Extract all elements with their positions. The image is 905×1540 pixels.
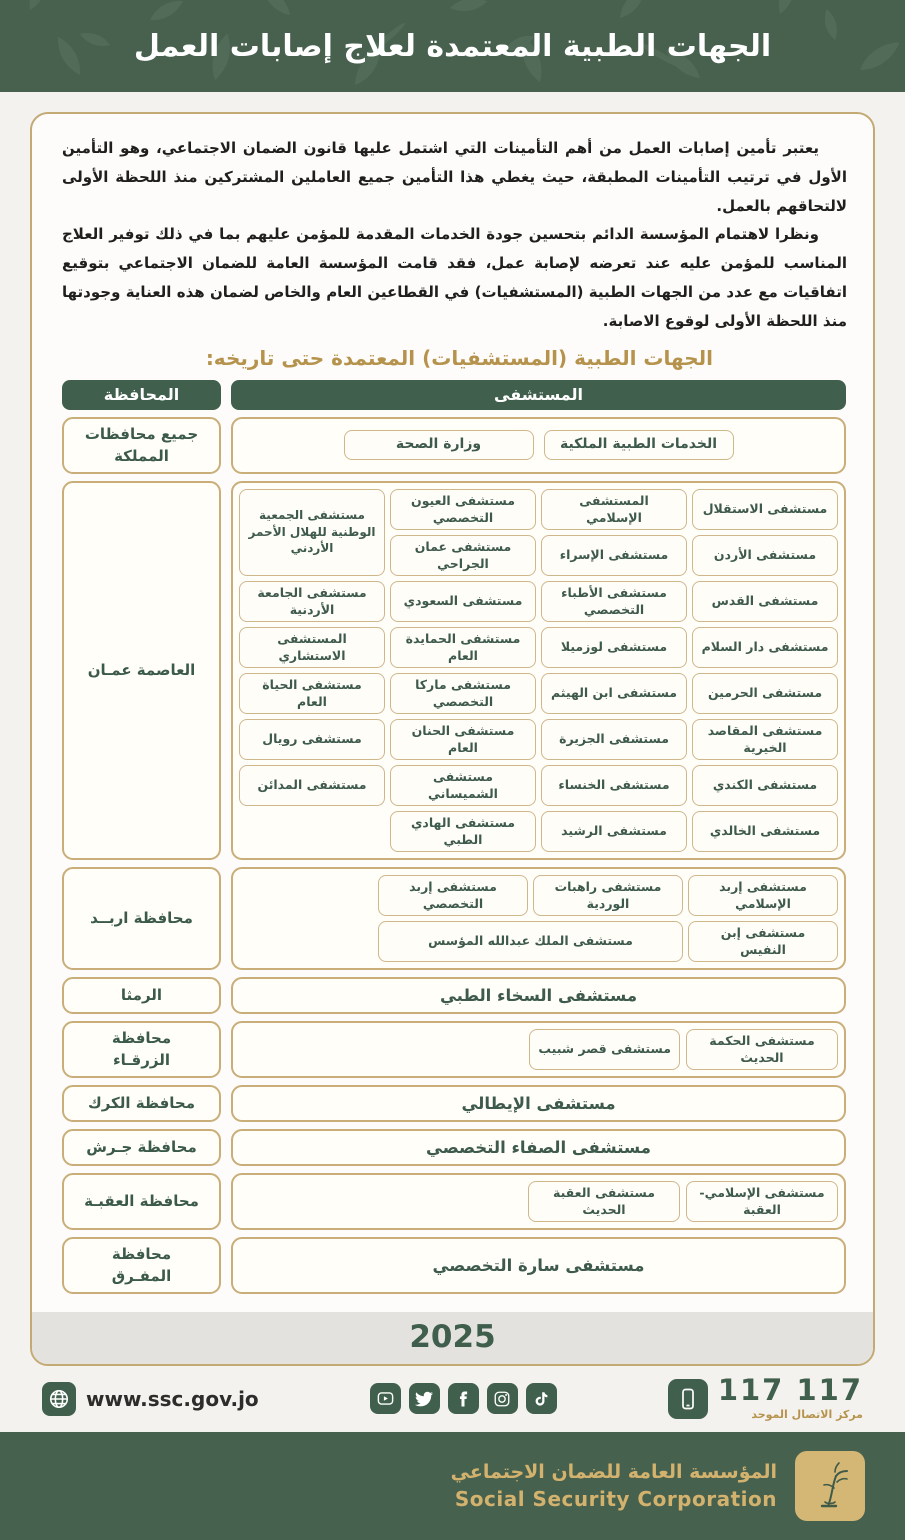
governorate-cell: الرمثا (62, 977, 221, 1014)
twitter-icon[interactable] (409, 1383, 440, 1414)
table-row (62, 1237, 846, 1294)
phone-label: مركز الاتصال الموحد (751, 1408, 863, 1422)
governorate-cell: محافظة المفـرق (62, 1237, 221, 1294)
content-card (30, 112, 875, 1366)
footer-bar (0, 1366, 905, 1432)
instagram-icon[interactable] (487, 1383, 518, 1414)
hospital-cell: الخدمات الطبية الملكية (544, 430, 734, 460)
hospital-cell: مستشفى الشميساني (390, 765, 536, 806)
hospital-cell: مستشفى الجامعة الأردنية (239, 581, 385, 622)
hospital-subrow (239, 875, 838, 916)
hospital-cells-container (231, 1173, 846, 1230)
hospital-cell: مستشفى إربد التخصصي (378, 875, 528, 916)
hospital-cell: مستشفى قصر شبيب (529, 1029, 680, 1070)
hospital-cell: مستشفى إبن النفيس (688, 921, 838, 962)
hospital-cell: مستشفى الخالدي (692, 811, 838, 852)
hospital-cell: مستشفى ماركا التخصصي (390, 673, 536, 714)
table-row (62, 1085, 846, 1122)
hospital-cells-container (231, 867, 846, 970)
governorate-cell: محافظة الزرقـاء (62, 1021, 221, 1078)
hospital-cells-container (231, 417, 846, 474)
hospital-cell: مستشفى لوزميلا (541, 627, 687, 668)
hospital-cell: مستشفى الملك عبدالله المؤسس (378, 921, 683, 962)
hospital-cell: مستشفى الحمايدة العام (390, 627, 536, 668)
hospital-cell: مستشفى الاستقلال (692, 489, 838, 530)
hospital-name: مستشفى السخاء الطبي (439, 985, 638, 1005)
call-center-block (668, 1373, 863, 1422)
website-url: www.ssc.gov.jo (86, 1386, 259, 1411)
hospital-cells-container (231, 1237, 846, 1294)
column-header-hospital: المستشفى (231, 380, 846, 410)
table-row (62, 977, 846, 1014)
phone-icon (668, 1379, 708, 1419)
hospital-cell: مستشفى دار السلام (692, 627, 838, 668)
hospital-cell: مستشفى إربد الإسلامي (688, 875, 838, 916)
hospital-cell: مستشفى رويال (239, 719, 385, 760)
facebook-icon[interactable] (448, 1383, 479, 1414)
governorate-cell: محافظة الكرك (62, 1085, 221, 1122)
hospital-name: مستشفى سارة التخصصي (432, 1255, 645, 1275)
hospital-subrow (239, 921, 838, 962)
table-header-row (62, 380, 846, 410)
hospital-cell: مستشفى الخنساء (541, 765, 687, 806)
intro-paragraph-1: يعتبر تأمين إصابات العمل من أهم التأمينات التي اشتمل عليها قانون الضمان الاجتماعي، وهو التأمين الأول في ترتيب التأمينات المطبقة، حيث يغطي هذا التأمين جميع العاملين المشتركين منذ اللحظة الأولى لالتحاقهم بالعمل. (62, 139, 847, 215)
hospital-cell: مستشفى راهبات الوردية (533, 875, 683, 916)
phone-number: 117 117 (717, 1373, 863, 1408)
social-icons (370, 1383, 557, 1414)
brand-band (0, 1432, 905, 1540)
governorate-cell: محافظة اربــد (62, 867, 221, 970)
hospitals-table-body (62, 417, 846, 1294)
website-link[interactable] (42, 1382, 259, 1416)
hospital-cell: مستشفى الأطباء التخصصي (541, 581, 687, 622)
hospital-cell: مستشفى الهادي الطبي (390, 811, 536, 852)
hospital-cell: مستشفى المدائن (239, 765, 385, 806)
page-title: الجهات الطبية المعتمدة لعلاج إصابات العمل (133, 28, 772, 64)
brand-name-english: Social Security Corporation (454, 1486, 777, 1511)
hospital-cell: مستشفى القدس (692, 581, 838, 622)
hospital-cell: مستشفى ابن الهيثم (541, 673, 687, 714)
governorate-cell: العاصمة عمـان (62, 481, 221, 860)
section-subtitle: الجهات الطبية (المستشفيات) المعتمدة حتى تاريخه: (205, 345, 713, 370)
hospital-cells-container (231, 481, 846, 860)
olive-branch-logo (795, 1451, 865, 1521)
hospital-cell: مستشفى الحرمين (692, 673, 838, 714)
hospital-cells-container (231, 1085, 846, 1122)
hospital-cell: مستشفى الإسلامي-العقبة (686, 1181, 838, 1222)
intro-paragraph-2: ونظرا لاهتمام المؤسسة الدائم بتحسين جودة الخدمات المقدمة للمؤمن عليهم بما في ذلك توفير العلاج المناسب للمؤمن عليه عند تعرضه لإصابة عمل، فقد قامت المؤسسة العامة للضمان الاجتماعي بتوقيع اتفاقيات مع عدد من الجهات الطبية (المستشفيات) في القطاعين العام والخاص لضمان هذه العناية وجودتها منذ اللحظة الأولى لوقوع الاصابة. (62, 225, 847, 330)
column-header-governorate: المحافظة (62, 380, 221, 410)
brand-name-arabic: المؤسسة العامة للضمان الاجتماعي (450, 1460, 777, 1483)
hospital-cell: مستشفى الرشيد (541, 811, 687, 852)
hospital-cell: مستشفى الحكمة الحديث (686, 1029, 838, 1070)
youtube-icon[interactable] (370, 1383, 401, 1414)
hospital-cell: مستشفى عمان الجراحي (390, 535, 536, 576)
table-row (62, 1173, 846, 1230)
hospital-cell: مستشفى الحنان العام (390, 719, 536, 760)
hospital-cell: مستشفى الجزيرة (541, 719, 687, 760)
hospital-cell: مستشفى الأردن (692, 535, 838, 576)
hospital-cell: مستشفى السعودي (390, 581, 536, 622)
globe-icon (42, 1382, 76, 1416)
hospital-cell: مستشفى الحياة العام (239, 673, 385, 714)
table-row (62, 481, 846, 860)
tiktok-icon[interactable] (526, 1383, 557, 1414)
hospital-cell: المستشفى الاستشاري (239, 627, 385, 668)
table-row (62, 1129, 846, 1166)
hospital-cell: مستشفى الجمعية الوطنية للهلال الأحمر الأردني (239, 489, 385, 576)
hospital-cells-container (231, 1129, 846, 1166)
table-row (62, 1021, 846, 1078)
intro-text (32, 114, 873, 338)
table-row (62, 417, 846, 474)
hospital-name: مستشفى الإيطالي (461, 1093, 616, 1113)
hospital-cell: وزارة الصحة (344, 430, 534, 460)
hospital-cells-container (231, 1021, 846, 1078)
table-row (62, 867, 846, 970)
year-strip: 2025 (32, 1312, 873, 1364)
hospital-cell: مستشفى العيون التخصصي (390, 489, 536, 530)
hospital-cell: مستشفى المقاصد الخيرية (692, 719, 838, 760)
hospital-cell: مستشفى العقبة الحديث (528, 1181, 680, 1222)
hospital-name: مستشفى الصفاء التخصصي (426, 1137, 651, 1157)
governorate-cell: محافظة العقبـة (62, 1173, 221, 1230)
hospital-cell: مستشفى الإسراء (541, 535, 687, 576)
hospitals-table (32, 380, 873, 1294)
hospital-cell: المستشفى الإسلامي (541, 489, 687, 530)
hospital-cell: مستشفى الكندي (692, 765, 838, 806)
page-header (0, 0, 905, 92)
governorate-cell: محافظة جـرش (62, 1129, 221, 1166)
governorate-cell: جميع محافظات المملكة (62, 417, 221, 474)
hospital-cells-container (231, 977, 846, 1014)
